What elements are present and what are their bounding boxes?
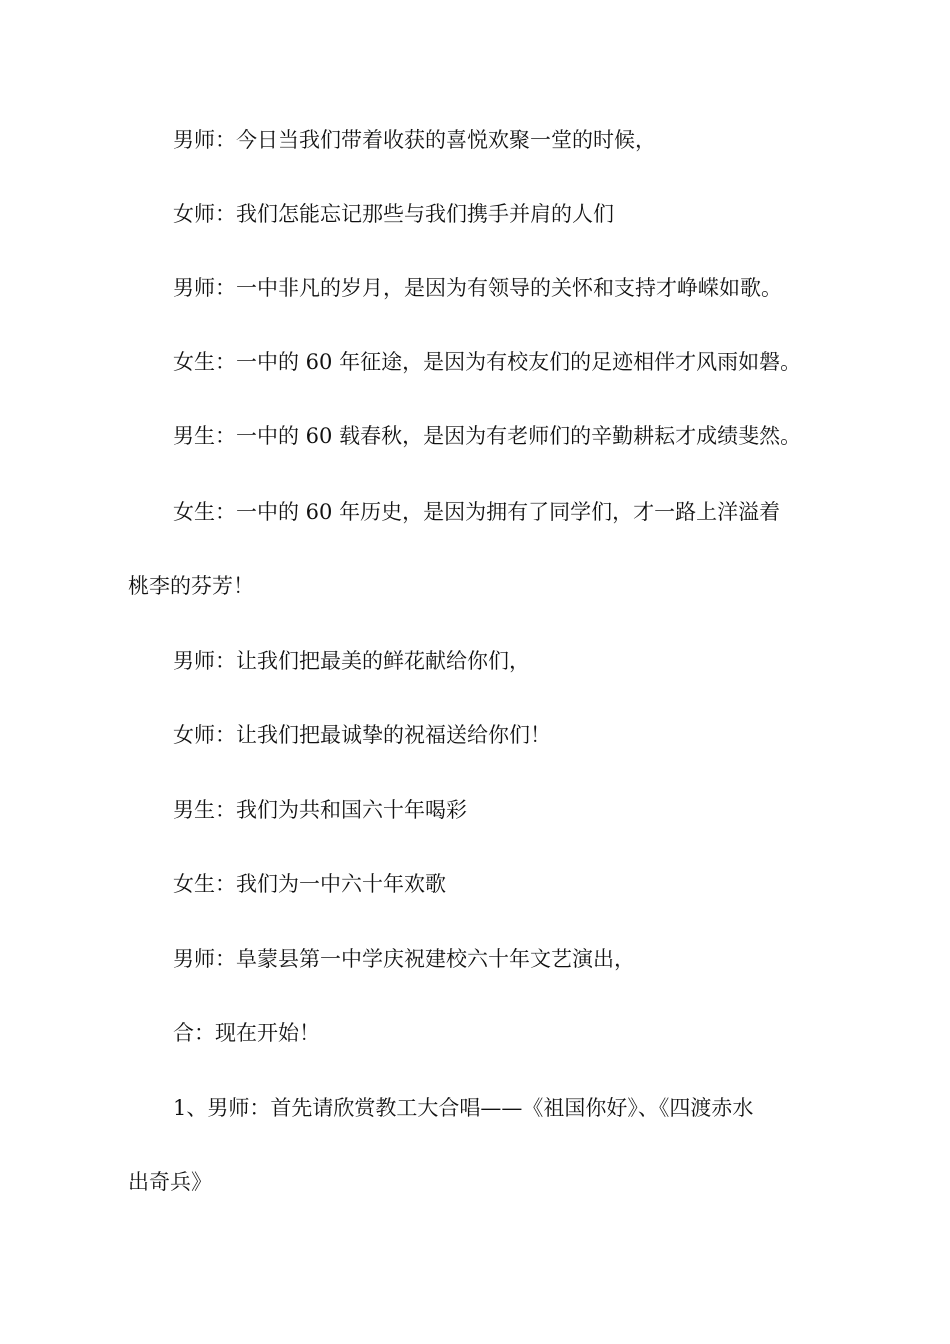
text-line: 男师：让我们把最美的鲜花献给你们， xyxy=(173,649,530,673)
text-line: 女师：让我们把最诚挚的祝福送给你们！ xyxy=(173,723,551,747)
text-line: 1、男师：首先请欣赏教工大合唱——《祖国你好》、《四渡赤水 xyxy=(173,1096,754,1120)
text-line: 女生：一中的 60 年征途，是因为有校友们的足迹相伴才风雨如磐。 xyxy=(173,350,802,374)
text-line: 女生：我们为一中六十年欢歌 xyxy=(173,872,446,896)
text-line: 桃李的芬芳！ xyxy=(128,574,254,598)
text-line: 男生：我们为共和国六十年喝彩 xyxy=(173,798,467,822)
text-line: 男生：一中的 60 载春秋，是因为有老师们的辛勤耕耘才成绩斐然。 xyxy=(173,424,802,448)
text-line: 女师：我们怎能忘记那些与我们携手并肩的人们 xyxy=(173,202,614,226)
text-line: 男师：今日当我们带着收获的喜悦欢聚一堂的时候， xyxy=(173,128,656,152)
text-line: 女生：一中的 60 年历史，是因为拥有了同学们，才一路上洋溢着 xyxy=(173,500,781,524)
text-line: 出奇兵》 xyxy=(128,1170,212,1194)
text-line: 合：现在开始！ xyxy=(173,1021,320,1045)
text-line: 男师：阜蒙县第一中学庆祝建校六十年文艺演出， xyxy=(173,947,635,971)
text-line: 男师：一中非凡的岁月，是因为有领导的关怀和支持才峥嵘如歌。 xyxy=(173,276,782,300)
